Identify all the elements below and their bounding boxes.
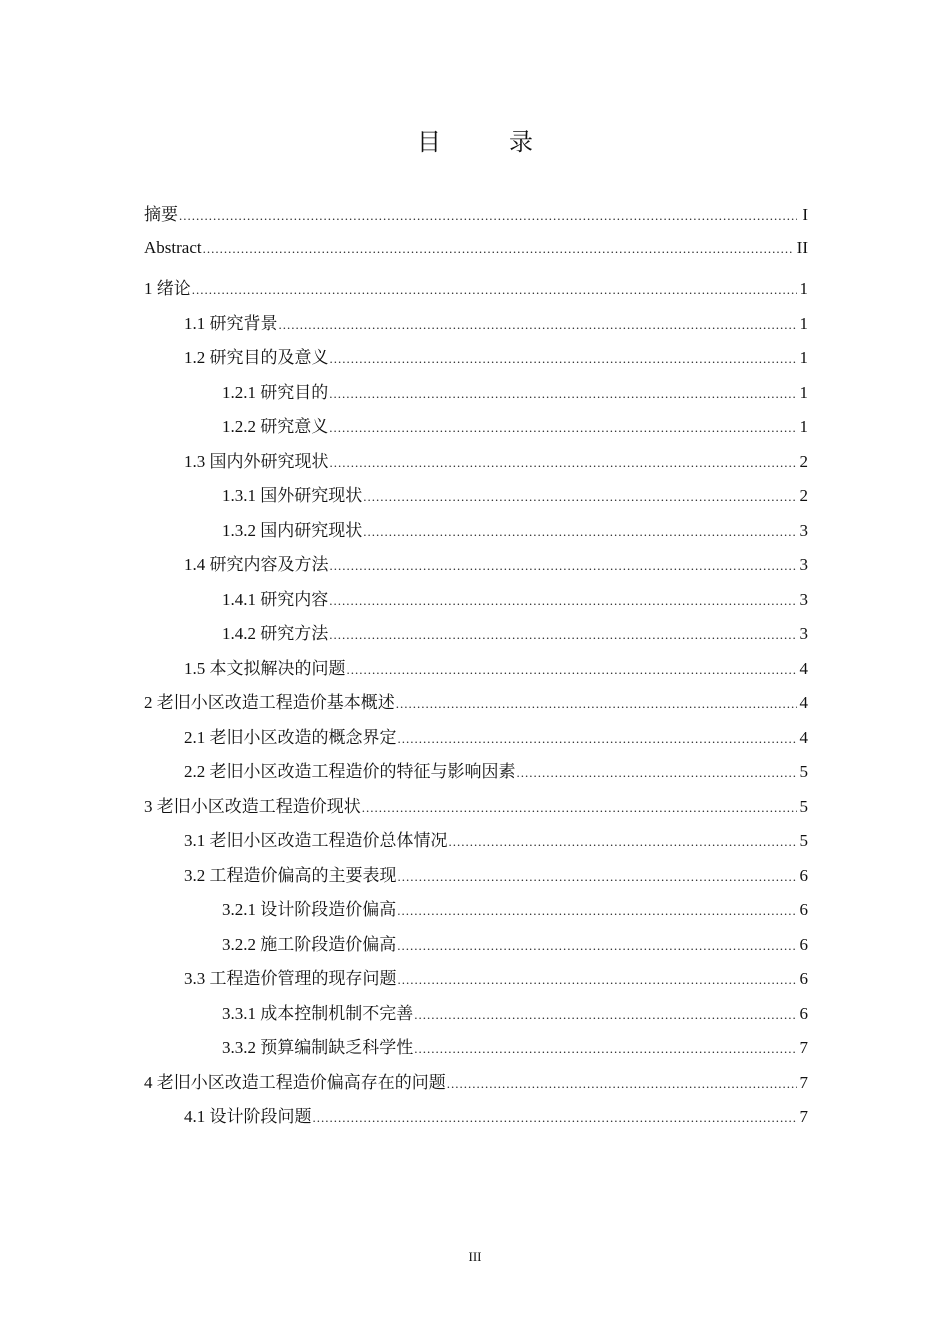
toc-entry[interactable]	[144, 378, 808, 413]
toc-entry-label: 1.5 本文拟解决的问题	[184, 658, 346, 678]
toc-dot-leader	[329, 593, 796, 609]
toc-dot-leader	[363, 489, 796, 505]
toc-entry-label: 摘要	[144, 205, 178, 224]
toc-entry[interactable]	[144, 895, 808, 930]
toc-entry-page-number: 1	[799, 279, 808, 298]
toc-entry-page-number: 7	[799, 1072, 808, 1092]
toc-entry-page-number: 6	[799, 934, 808, 954]
toc-dot-leader	[397, 938, 796, 954]
toc-entry-label: Abstract	[144, 238, 202, 257]
toc-dot-leader	[398, 731, 797, 747]
toc-entry-label: 3.2 工程造价偏高的主要表现	[184, 865, 397, 885]
toc-entry[interactable]	[144, 447, 808, 482]
toc-dot-leader	[203, 241, 794, 257]
toc-entry-page-number: 6	[799, 969, 808, 988]
toc-entry-page-number: 5	[799, 831, 808, 850]
toc-entry[interactable]	[144, 274, 808, 309]
toc-entry-label: 1.3.1 国外研究现状	[222, 486, 363, 505]
toc-entry-page-number: 6	[799, 900, 808, 919]
toc-dot-leader	[347, 662, 797, 678]
toc-entry-label: 3.3.2 预算编制缺乏科学性	[222, 1038, 414, 1057]
toc-dot-leader	[414, 1007, 796, 1023]
toc-dot-leader	[363, 524, 796, 540]
toc-entry[interactable]	[144, 1102, 808, 1137]
toc-entry-page-number: 6	[799, 865, 808, 885]
toc-dot-leader	[329, 627, 796, 643]
toc-dot-leader	[414, 1041, 796, 1057]
toc-entry[interactable]	[144, 688, 808, 723]
toc-entry[interactable]	[144, 964, 808, 999]
toc-entry-label: 1.4 研究内容及方法	[184, 555, 329, 574]
toc-entry-label: 3.1 老旧小区改造工程造价总体情况	[184, 831, 448, 850]
toc-entry-label: 1.1 研究背景	[184, 313, 278, 333]
toc-entry-label: 1.4.2 研究方法	[222, 624, 329, 643]
toc-entry[interactable]	[144, 930, 808, 965]
toc-entry[interactable]	[144, 1068, 808, 1103]
toc-entry[interactable]	[144, 792, 808, 827]
toc-entry[interactable]	[144, 585, 808, 620]
toc-dot-leader	[330, 351, 797, 367]
toc-entry[interactable]	[144, 200, 808, 238]
toc-entry[interactable]	[144, 757, 808, 792]
toc-entry-label: 2 老旧小区改造工程造价基本概述	[144, 693, 395, 712]
toc-entry[interactable]	[144, 619, 808, 654]
toc-dot-leader	[362, 800, 797, 816]
page-title: 目 录	[417, 130, 555, 156]
toc-dot-leader	[447, 1076, 797, 1092]
toc-entry-page-number: II	[796, 238, 808, 257]
toc-dot-leader	[396, 696, 797, 712]
toc-dot-leader	[329, 420, 796, 436]
toc-entry[interactable]	[144, 723, 808, 758]
toc-entry-label: 4 老旧小区改造工程造价偏高存在的问题	[144, 1072, 446, 1092]
toc-dot-leader	[449, 834, 797, 850]
toc-entry[interactable]	[144, 861, 808, 896]
toc-entry-page-number: 1	[799, 348, 808, 367]
toc-dot-leader	[279, 317, 797, 333]
toc-entry-page-number: I	[802, 205, 808, 224]
toc-dot-leader	[330, 455, 797, 471]
toc-entry-page-number: 1	[799, 417, 808, 436]
toc-entry-label: 1 绪论	[144, 279, 191, 298]
toc-entry-label: 1.4.1 研究内容	[222, 589, 329, 609]
toc-entry-page-number: 3	[799, 520, 808, 540]
toc-entry-page-number: 7	[799, 1107, 808, 1126]
toc-entry[interactable]	[144, 654, 808, 689]
toc-dot-leader	[330, 558, 797, 574]
toc-dot-leader	[517, 765, 797, 781]
toc-entry-page-number: 2	[799, 451, 808, 471]
toc-entry-page-number: 5	[799, 796, 808, 816]
toc-entry-label: 3.2.2 施工阶段造价偏高	[222, 934, 397, 954]
toc-entry-label: 2.1 老旧小区改造的概念界定	[184, 727, 397, 747]
toc-entry-page-number: 3	[799, 589, 808, 609]
toc-entry[interactable]	[144, 481, 808, 516]
toc-entry-page-number: 4	[799, 693, 808, 712]
toc-entry-label: 1.2.1 研究目的	[222, 382, 329, 402]
table-of-contents	[144, 200, 808, 1137]
toc-entry-label: 3.2.1 设计阶段造价偏高	[222, 900, 397, 919]
toc-entry[interactable]	[144, 1033, 808, 1068]
toc-entry-page-number: 3	[799, 555, 808, 574]
toc-entry[interactable]	[144, 516, 808, 551]
toc-entry[interactable]	[144, 309, 808, 344]
toc-entry[interactable]	[144, 412, 808, 447]
toc-dot-leader	[398, 869, 797, 885]
toc-entry-page-number: 3	[799, 624, 808, 643]
toc-entry[interactable]	[144, 550, 808, 585]
toc-dot-leader	[192, 282, 797, 298]
toc-entry-label: 3 老旧小区改造工程造价现状	[144, 796, 361, 816]
toc-entry-label: 1.2.2 研究意义	[222, 417, 329, 436]
toc-dot-leader	[313, 1110, 797, 1126]
toc-dot-leader	[329, 386, 796, 402]
toc-entry-page-number: 6	[799, 1003, 808, 1023]
toc-entry[interactable]	[144, 999, 808, 1034]
page-number: III	[468, 1249, 482, 1264]
toc-dot-leader	[179, 208, 797, 224]
toc-entry-page-number: 4	[799, 727, 808, 747]
toc-dot-leader	[397, 903, 796, 919]
toc-dot-leader	[398, 972, 797, 988]
toc-entry-page-number: 4	[799, 658, 808, 678]
toc-entry-label: 3.3.1 成本控制机制不完善	[222, 1003, 414, 1023]
toc-entry[interactable]	[144, 826, 808, 861]
toc-entry-label: 2.2 老旧小区改造工程造价的特征与影响因素	[184, 762, 516, 781]
toc-entry-label: 4.1 设计阶段问题	[184, 1107, 312, 1126]
toc-entry-page-number: 1	[799, 382, 808, 402]
toc-entry[interactable]	[144, 238, 808, 274]
toc-entry-label: 3.3 工程造价管理的现存问题	[184, 969, 397, 988]
toc-entry[interactable]	[144, 343, 808, 378]
toc-entry-label: 1.3.2 国内研究现状	[222, 520, 363, 540]
toc-entry-page-number: 2	[799, 486, 808, 505]
toc-entry-label: 1.2 研究目的及意义	[184, 348, 329, 367]
toc-entry-page-number: 5	[799, 762, 808, 781]
toc-entry-page-number: 7	[799, 1038, 808, 1057]
toc-entry-page-number: 1	[799, 313, 808, 333]
toc-entry-label: 1.3 国内外研究现状	[184, 451, 329, 471]
